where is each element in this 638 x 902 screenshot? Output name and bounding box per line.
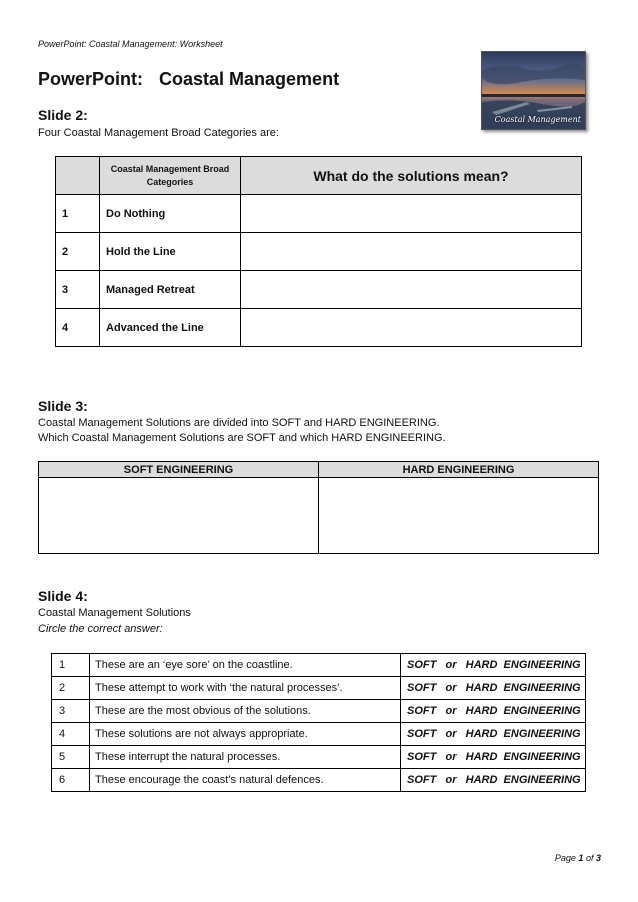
footer-page-total: 3 — [595, 853, 601, 863]
header-note: PowerPoint: Coastal Management: Worksheet — [38, 39, 223, 49]
table-row — [52, 769, 586, 792]
slide3-heading: Slide 3: — [38, 398, 88, 414]
slide2-heading: Slide 2: — [38, 107, 88, 123]
slide3-line-2: Which Coastal Management Solutions are SOFT and which HARD ENGINEERING. — [38, 432, 446, 444]
slide2-intro: Four Coastal Management Broad Categories are: — [38, 127, 279, 139]
table-row — [52, 746, 586, 769]
row-meaning-cell[interactable] — [241, 309, 582, 347]
row-number: 3 — [56, 271, 100, 309]
engineering-answer-row — [39, 478, 599, 554]
slide4-heading: Slide 4: — [38, 588, 88, 604]
row-number: 1 — [56, 195, 100, 233]
slide4-line-2: Circle the correct answer: — [38, 623, 163, 635]
table-row — [52, 654, 586, 677]
row-number: 4 — [52, 723, 90, 746]
answer-options[interactable]: SOFT or HARD ENGINEERING — [401, 700, 586, 723]
photo-caption: Coastal Management — [494, 115, 581, 124]
row-number: 2 — [56, 233, 100, 271]
row-number: 3 — [52, 700, 90, 723]
categories-header-row — [56, 157, 582, 195]
answer-options[interactable]: SOFT or HARD ENGINEERING — [401, 677, 586, 700]
hard-engineering-cell[interactable] — [319, 478, 599, 554]
row-category: Advanced the Line — [100, 309, 241, 347]
row-category: Managed Retreat — [100, 271, 241, 309]
row-statement: These encourage the coast’s natural defences. — [90, 769, 401, 792]
answer-options[interactable]: SOFT or HARD ENGINEERING — [401, 769, 586, 792]
row-statement: These solutions are not always appropriate. — [90, 723, 401, 746]
footer-page-num: 1 — [578, 853, 584, 863]
row-statement: These are an ‘eye sore’ on the coastline. — [90, 654, 401, 677]
title-part-2: Coastal Management — [159, 69, 340, 89]
header-categories: Coastal Management Broad Categories — [100, 157, 241, 195]
row-number: 4 — [56, 309, 100, 347]
row-statement: These interrupt the natural processes. — [90, 746, 401, 769]
row-number: 5 — [52, 746, 90, 769]
row-number: 6 — [52, 769, 90, 792]
soft-engineering-cell[interactable] — [39, 478, 319, 554]
slide4-line-1: Coastal Management Solutions — [38, 607, 191, 619]
circle-answer-table — [51, 653, 586, 792]
slide3-line-1: Coastal Management Solutions are divided into SOFT and HARD ENGINEERING. — [38, 417, 440, 429]
categories-table — [55, 156, 582, 347]
row-meaning-cell[interactable] — [241, 233, 582, 271]
header-meaning: What do the solutions mean? — [241, 157, 582, 195]
table-row — [52, 723, 586, 746]
title-part-1: PowerPoint: — [38, 69, 144, 89]
table-row — [56, 195, 582, 233]
answer-options[interactable]: SOFT or HARD ENGINEERING — [401, 654, 586, 677]
table-row — [52, 700, 586, 723]
answer-options[interactable]: SOFT or HARD ENGINEERING — [401, 746, 586, 769]
table-row — [52, 677, 586, 700]
engineering-header-row — [39, 462, 599, 478]
header-blank-cell — [56, 157, 100, 195]
row-meaning-cell[interactable] — [241, 195, 582, 233]
row-meaning-cell[interactable] — [241, 271, 582, 309]
row-category: Hold the Line — [100, 233, 241, 271]
row-number: 2 — [52, 677, 90, 700]
row-number: 1 — [52, 654, 90, 677]
answer-options[interactable]: SOFT or HARD ENGINEERING — [401, 723, 586, 746]
row-statement: These attempt to work with ‘the natural processes’. — [90, 677, 401, 700]
table-row — [56, 233, 582, 271]
table-row — [56, 271, 582, 309]
soft-engineering-header: SOFT ENGINEERING — [39, 462, 319, 478]
engineering-table — [38, 461, 599, 554]
coastal-photo — [481, 51, 586, 130]
footer-of-word: of — [585, 853, 594, 863]
row-category: Do Nothing — [100, 195, 241, 233]
hard-engineering-header: HARD ENGINEERING — [319, 462, 599, 478]
page-footer — [555, 853, 601, 863]
footer-page-word: Page — [554, 853, 576, 863]
table-row — [56, 309, 582, 347]
row-statement: These are the most obvious of the solutions. — [90, 700, 401, 723]
page-title — [38, 69, 339, 90]
